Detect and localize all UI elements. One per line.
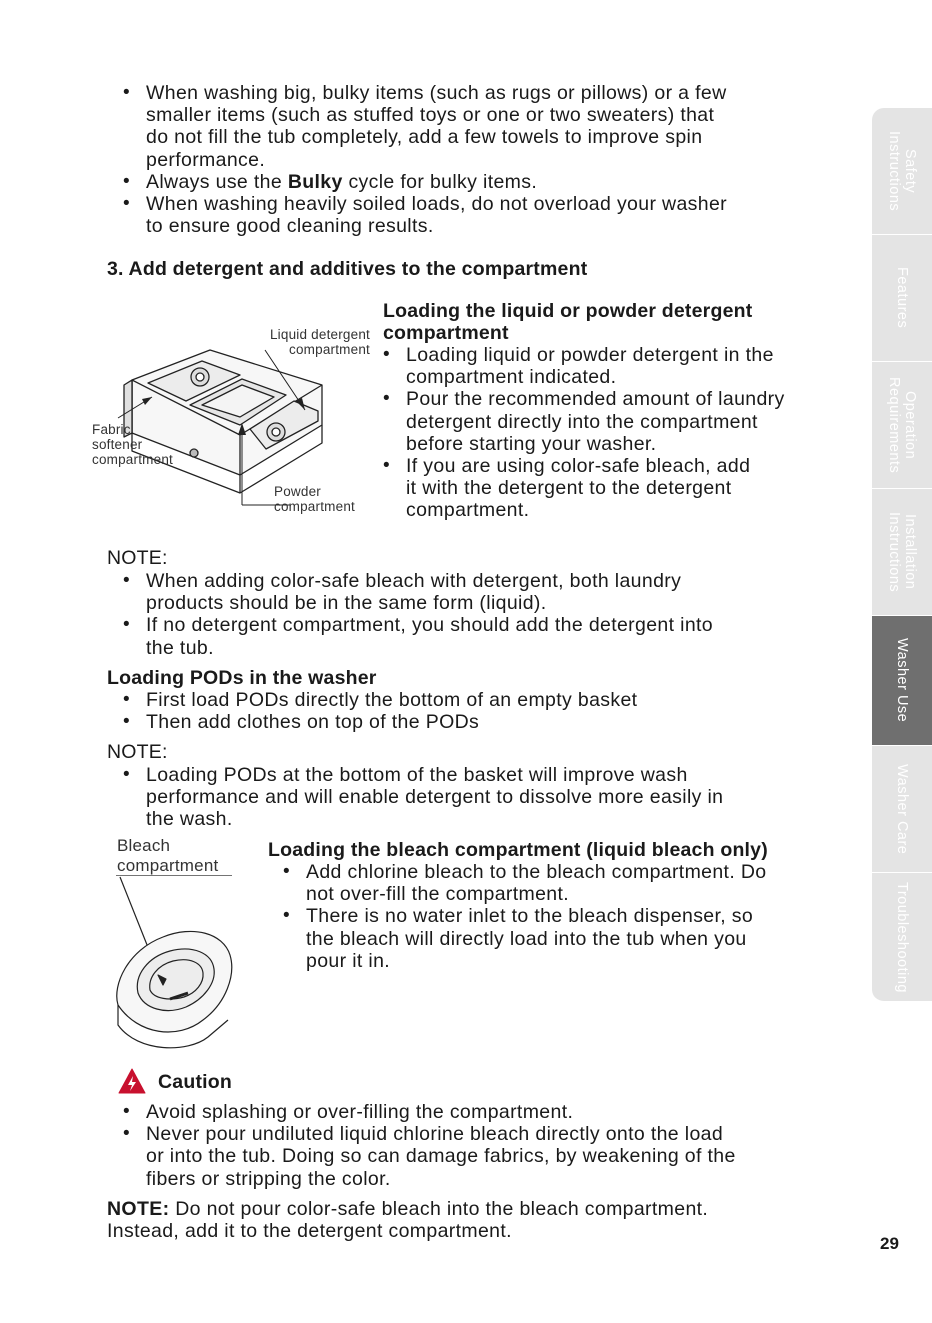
caution-title: Caution [158,1071,232,1093]
liquid-detergent-label: Liquid detergent compartment [269,327,370,357]
tab-features[interactable]: Features [872,235,932,362]
note1-label: NOTE: [107,547,168,569]
intro-bullet-2: • Always use the Bulky cycle for bulky items. [108,171,828,193]
detergent-bullet-list [368,344,838,522]
note2-label: NOTE: [107,741,168,763]
tab-washer-care[interactable]: Washer Care [872,746,932,873]
bleach-bullet-2: • There is no water inlet to the bleach dispenser, so the bleach will directly load into the tub when you pour it in. [268,905,828,972]
intro-bullet-1: • When washing big, bulky items (such as rugs or pillows) or a few smaller items (such as stuffed toys or one or two sweaters) that do not fill the tub completely, add a few towels to improve spin performance. [108,82,828,171]
pods-bullet-list [108,689,828,733]
page-number: 29 [880,1234,899,1253]
caution-bullet-list [108,1101,828,1190]
detergent-section-heading: Loading the liquid or powder detergent compartment [383,300,753,345]
bleach-section-heading: Loading the bleach compartment (liquid bleach only) [268,839,768,861]
caution-bullet-1: • Avoid splashing or over-filling the compartment. [108,1101,828,1123]
warning-triangle-icon [118,1068,146,1094]
tab-operation-requirements[interactable]: Operation Requirements [872,362,932,489]
note1-bullet-2: • If no detergent compartment, you should add the detergent into the tub. [108,614,828,658]
tab-installation-instructions[interactable]: Installation Instructions [872,489,932,616]
bleach-compartment-label: Bleach compartment [117,836,219,875]
pods-bullet-1: • First load PODs directly the bottom of an empty basket [108,689,828,711]
fabric-softener-label: Fabric softener compartment [92,422,173,467]
step3-heading: 3. Add detergent and additives to the compartment [107,258,588,280]
note2-bullet-1: • Loading PODs at the bottom of the basket will improve wash performance and will enable detergent to dissolve more easily in the wash. [108,764,828,831]
bleach-bullet-1: • Add chlorine bleach to the bleach compartment. Do not over-fill the compartment. [268,861,828,905]
detergent-bullet-2: • Pour the recommended amount of laundry detergent directly into the compartment before starting your washer. [368,388,838,455]
bleach-bullet-list [268,861,828,972]
tab-washer-use[interactable]: Washer Use [872,616,932,746]
bleach-compartment-illustration [108,875,248,1055]
pods-bullet-2: • Then add clothes on top of the PODs [108,711,828,733]
tab-safety-instructions[interactable]: Safety Instructions [872,108,932,235]
detergent-bullet-1: • Loading liquid or powder detergent in the compartment indicated. [368,344,838,388]
powder-compartment-label: Powder compartment [274,484,355,514]
note2-bullet-list [108,764,828,831]
caution-bullet-2: • Never pour undiluted liquid chlorine bleach directly onto the load or into the tub. Doing so can damage fabrics, by weakening of the fibers or stripping the color. [108,1123,828,1190]
bulky-cycle-name: Bulky [287,170,343,193]
final-note: NOTE: Do not pour color-safe bleach into the bleach compartment. Instead, add it to the detergent compartment. [107,1198,709,1243]
detergent-bullet-3: • If you are using color-safe bleach, add it with the detergent to the detergent compartment. [368,455,838,522]
intro-bullet-3: • When washing heavily soiled loads, do not overload your washer to ensure good cleaning results. [108,193,828,237]
note1-bullet-list [108,570,828,659]
note1-bullet-1: • When adding color-safe bleach with detergent, both laundry products should be in the same form (liquid). [108,570,828,614]
final-note-label: NOTE: [107,1198,170,1220]
pods-heading: Loading PODs in the washer [107,667,377,689]
tab-troubleshooting[interactable]: Troubleshooting [872,873,932,1002]
intro-bullet-list [108,82,828,237]
